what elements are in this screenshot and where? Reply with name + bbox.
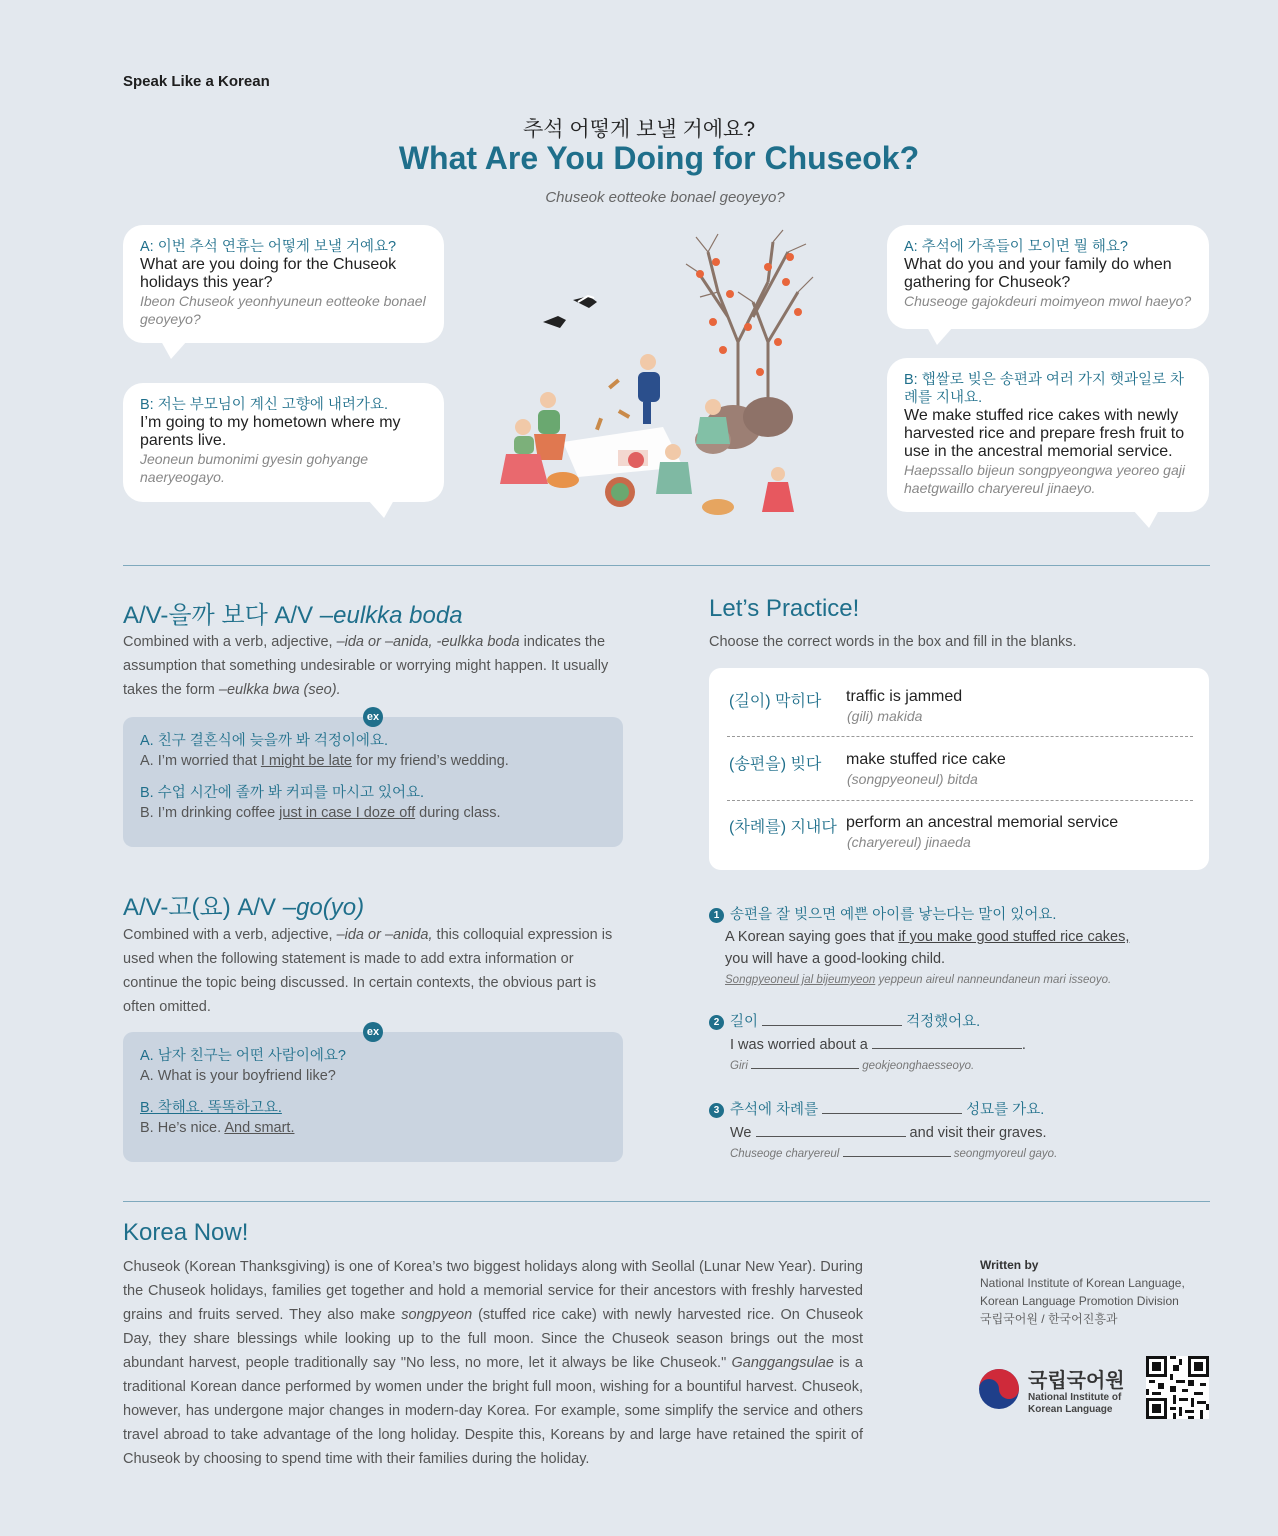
credits: Written by National Institute of Korean Language, Korean Language Promotion Division 국립국어원 / 한국어진흥과 (980, 1258, 1185, 1326)
grammar-2-examples (123, 1032, 623, 1162)
question-english: I was worried about a . (730, 1037, 1026, 1053)
example-badge: ex (363, 1022, 383, 1042)
written-by-label: Written by (980, 1258, 1039, 1272)
korea-now-paragraph: Chuseok (Korean Thanksgiving) is one of Korea’s two biggest holidays along with Seollal (Lunar New Year). During the Chuseok holidays, families get together and hold a memorial service for their ancestors with freshly harvested grains and fruits served. They also make songpyeon (stuffed rice cake) with newly harvested rice. On Chuseok Day, they share blessings while looking up to the full moon. Since the Chuseok season brings out the most abundant harvest, people traditionally say "No less, no more, let it always be like Chuseok." Ganggangsulae is a traditional Korean dance performed by women under the bright full moon, wishing for a bountiful harvest. Chuseok, however, has undergone major changes in modern-day Korea. For example, some simplify the service and others travel abroad to take advantage of the long holiday. Despite this, Koreans by and large have retained the spirit of Chuseok by choosing to spend time with their families during the holiday. (123, 1259, 863, 1467)
answer-blank[interactable] (872, 1048, 1022, 1049)
vocab-item (729, 814, 1193, 864)
vocab-divider (727, 800, 1193, 801)
question-romanization: Giri geokjeonghaesseoyo. (730, 1060, 975, 1072)
grammar-1-description: Combined with a verb, adjective, –ida or –anida, -eulkka boda indicates the assumption that something undesirable or worrying might happen. It usually takes the form –eulkka bwa (seo). (123, 634, 609, 698)
vocab-english: perform an ancestral memorial service (846, 814, 1119, 831)
example-b-english: B. He’s nice. And smart. (140, 1120, 295, 1136)
chuseok-family-illustration (468, 222, 828, 532)
example-a-english: A. I’m worried that I might be late for my friend’s wedding. (140, 753, 509, 769)
practice-question-2: 2 길이 걱정했어요. I was worried about a . Giri geokjeonghaesseoyo. (709, 1010, 1209, 1072)
answer-blank[interactable] (843, 1156, 951, 1157)
dialogue-bubble-3 (887, 225, 1209, 329)
example-a-korean: A. 친구 결혼식에 늦을까 봐 걱정이에요. (140, 733, 388, 749)
answer-blank[interactable] (756, 1136, 906, 1137)
example-badge: ex (363, 707, 383, 727)
dialogue-romanization: Haepssallo bijeun songpyeongwa yeoreo gaji haetgwaillo charyereul jinaeyo. (904, 462, 1185, 496)
vocab-korean: (길이) 막히다 (729, 693, 822, 710)
answer-blank[interactable] (822, 1113, 962, 1114)
dialogue-english: What are you doing for the Chuseok holidays this year? (140, 256, 397, 291)
vocab-divider (727, 736, 1193, 737)
vocab-romanization: (charyereul) jinaeda (847, 834, 971, 850)
logo-korean-text: 국립국어원 (1028, 1370, 1125, 1392)
question-english: We and visit their graves. (730, 1125, 1047, 1141)
vocab-korean: (송편을) 빚다 (729, 756, 822, 773)
dialogue-romanization: Jeoneun bumonimi gyesin gohyange naeryeogayo. (140, 451, 369, 485)
dialogue-romanization: Chuseoge gajokdeuri moimyeon mwol haeyo? (904, 293, 1192, 309)
dialogue-english: What do you and your family do when gathering for Chuseok? (904, 256, 1172, 291)
question-romanization: Chuseoge charyereul seongmyoreul gayo. (730, 1148, 1058, 1160)
question-number: 3 (709, 1103, 724, 1118)
practice-question-3: 3 추석에 차례를 성묘를 가요. We and visit their graves. Chuseoge charyereul seongmyoreul gayo. (709, 1098, 1209, 1160)
vocab-romanization: (songpyeoneul) bitda (847, 771, 978, 787)
grammar-1-examples (123, 717, 623, 847)
vocab-item (729, 688, 1193, 738)
page-title-romanization: Chuseok eotteoke bonael geoyeyo? (545, 189, 785, 206)
korea-now-title: Korea Now! (123, 1219, 249, 1246)
practice-title: Let’s Practice! (709, 595, 860, 622)
dialogue-korean: B: 저는 부모님이 계신 고향에 내려가요. (140, 397, 388, 413)
answer-blank[interactable] (762, 1025, 902, 1026)
question-romanization: Songpyeoneul jal bijeumyeon yeppeun aireul nanneundaneun mari isseoyo. (725, 974, 1112, 986)
practice-instruction: Choose the correct words in the box and fill in the blanks. (709, 634, 1077, 650)
page-title-korean: 추석 어떻게 보낼 거에요? (522, 118, 756, 141)
question-korean: 송편을 잘 빚으면 예쁜 아이를 낳는다는 말이 있어요. (730, 907, 1057, 923)
page-title: What Are You Doing for Chuseok? (398, 140, 920, 176)
question-number: 1 (709, 908, 724, 923)
dialogue-bubble-4 (887, 358, 1209, 512)
dialogue-bubble-1 (123, 225, 444, 343)
answer-blank[interactable] (751, 1068, 859, 1069)
institute-logo (978, 1364, 1138, 1424)
example-b-korean: B. 수업 시간에 졸까 봐 커피를 마시고 있어요. (140, 785, 425, 801)
grammar-1-title: A/V-을까 보다 A/V –eulkka boda (123, 602, 463, 629)
example-a-english: A. What is your boyfriend like? (140, 1068, 336, 1084)
dialogue-romanization: Ibeon Chuseok yeonhyuneun eotteoke bonael geoyeyo? (140, 293, 426, 327)
section-divider (123, 565, 1210, 566)
question-number: 2 (709, 1015, 724, 1030)
vocab-korean: (차례를) 지내다 (729, 819, 837, 836)
dialogue-english: We make stuffed rice cakes with newly harvested rice and prepare fresh fruit to use in the ancestral memorial service. (904, 407, 1185, 460)
vocab-english: make stuffed rice cake (846, 751, 1006, 768)
grammar-2-title: A/V-고(요) A/V –go(yo) (123, 894, 365, 921)
dialogue-korean: A: 추석에 가족들이 모이면 뭘 해요? (904, 239, 1128, 255)
grammar-2-description: Combined with a verb, adjective, –ida or –anida, this colloquial expression is used when the following statement is made to add extra information or continue the topic being discussed. In certain contexts, the obvious part is often omitted. (123, 927, 613, 1015)
taegeuk-logo-icon (978, 1368, 1020, 1410)
dialogue-korean: B: 햅쌀로 빚은 송편과 여러 가지 햇과일로 차례를 지내요. (904, 372, 1185, 406)
dialogue-korean: A: 이번 추석 연휴는 어떻게 보낼 거예요? (140, 239, 397, 255)
example-a-korean: A. 남자 친구는 어떤 사람이에요? (140, 1048, 346, 1064)
vocabulary-box (709, 668, 1209, 870)
practice-question-1 (709, 903, 1209, 986)
example-b-korean: B. 착해요. 똑똑하고요. (140, 1100, 282, 1116)
logo-english-text: National Institute of Korean Language (1028, 1392, 1122, 1415)
dialogue-english: I’m going to my hometown where my parents live. (140, 414, 401, 449)
dialogue-bubble-2 (123, 383, 444, 502)
example-b-english: B. I’m drinking coffee just in case I doze off during class. (140, 805, 501, 821)
brand-label: Speak Like a Korean (123, 73, 270, 90)
question-english: A Korean saying goes that if you make good stuffed rice cakes, you will have a good-looking child. (725, 929, 1130, 967)
section-divider (123, 1201, 1210, 1202)
vocab-english: traffic is jammed (846, 688, 963, 705)
qr-code-icon[interactable] (1146, 1356, 1209, 1419)
vocab-item (729, 751, 1193, 801)
vocab-romanization: (gili) makida (847, 708, 923, 724)
